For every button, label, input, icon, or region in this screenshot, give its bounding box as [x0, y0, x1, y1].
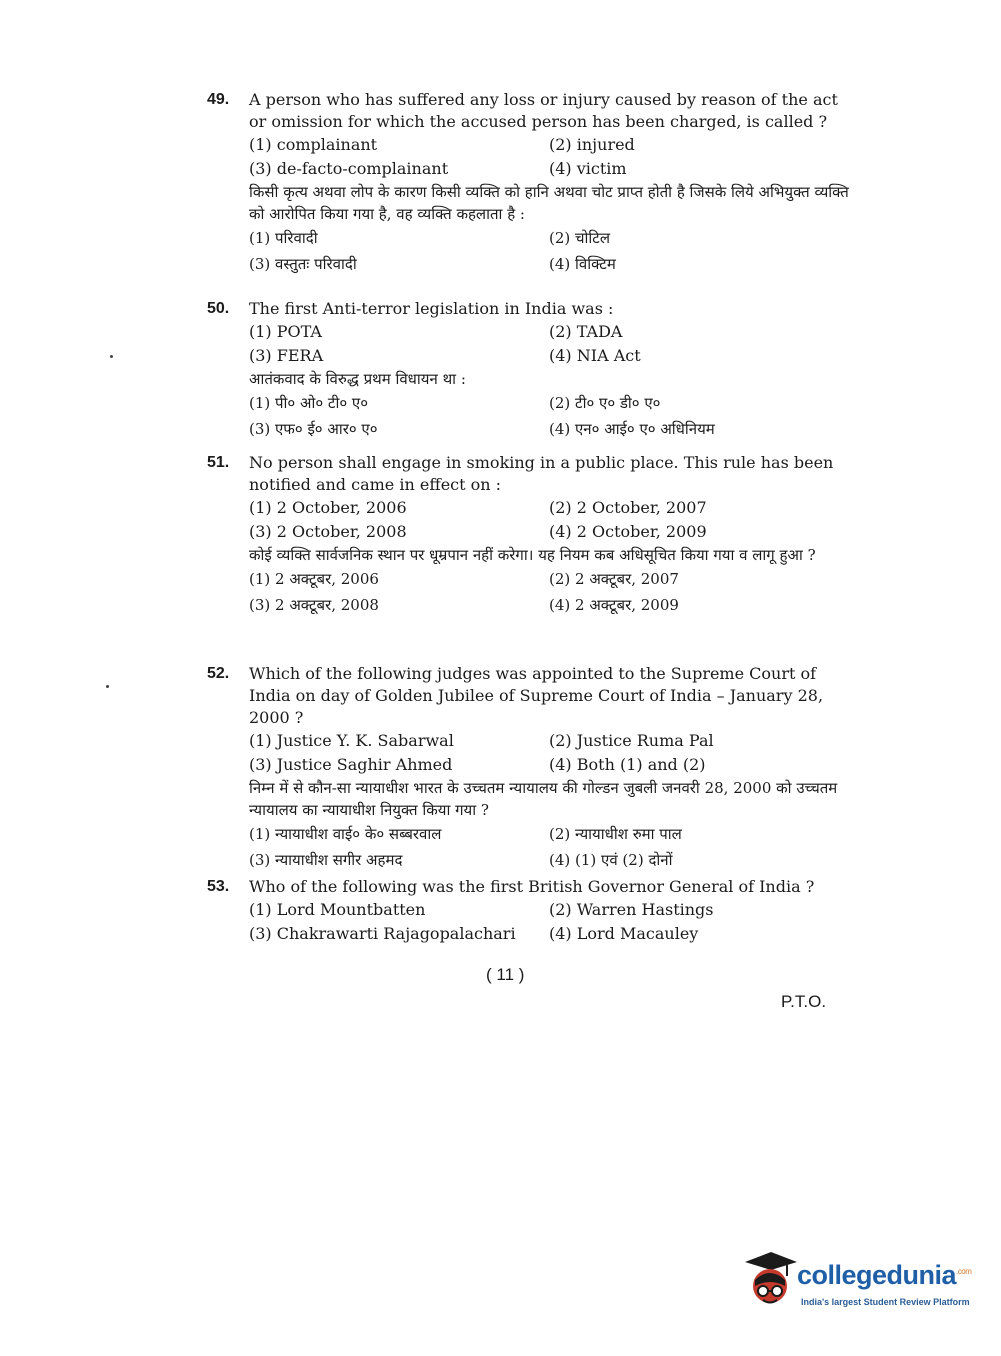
question-text-hi: आतंकवाद के विरुद्ध प्रथम विधायन था : — [249, 370, 466, 388]
mascot-icon — [741, 1250, 799, 1312]
option: (2) TADA — [549, 322, 623, 341]
pto-label: P.T.O. — [781, 992, 827, 1011]
option: (4) 2 अक्टूबर, 2009 — [549, 596, 679, 614]
option: (3) 2 October, 2008 — [249, 522, 407, 541]
options-en — [249, 496, 852, 544]
option: (4) Lord Macauley — [549, 924, 699, 943]
page-number: ( 11 ) — [486, 965, 525, 984]
question-text-hi: किसी कृत्य अथवा लोप के कारण किसी व्यक्ति को हानि अथवा चोट प्राप्त होती है जिसके लिये अभियुक्त व्यक्ति को आरोपित किया गया है, वह व्यक्ति कहलाता है : — [249, 183, 849, 223]
options-en — [249, 729, 852, 777]
option: (3) वस्तुतः परिवादी — [249, 255, 357, 273]
option: (2) 2 October, 2007 — [549, 498, 707, 517]
logo-wordmark — [797, 1260, 971, 1291]
option: (2) injured — [549, 135, 635, 154]
option: (3) 2 अक्टूबर, 2008 — [249, 596, 379, 614]
question-52 — [207, 663, 852, 873]
option: (1) 2 October, 2006 — [249, 498, 407, 517]
question-text-en: Which of the following judges was appointed to the Supreme Court of India on day of Golden Jubilee of Supreme Court of India – January 28, 2000 ? — [249, 664, 824, 727]
option: (3) de-facto-complainant — [249, 159, 449, 178]
option: (3) एफ० ई० आर० ए० — [249, 420, 378, 438]
question-text-en: A person who has suffered any loss or injury caused by reason of the act or omission for which the accused person has been charged, is called ? — [249, 90, 838, 131]
question-text-hi: निम्न में से कौन-सा न्यायाधीश भारत के उच्चतम न्यायालय की गोल्डन जुबली जनवरी 28, 2000 को उच्चतम न्यायालय का न्यायाधीश नियुक्त किया गया ? — [249, 779, 838, 819]
question-50 — [207, 298, 852, 442]
question-number: 50. — [207, 300, 230, 317]
option: (1) पी० ओ० टी० ए० — [249, 394, 369, 412]
option: (1) न्यायाधीश वाई० के० सब्बरवाल — [249, 825, 442, 843]
option: (3) Justice Saghir Ahmed — [249, 755, 453, 774]
option: (3) FERA — [249, 346, 324, 365]
option: (4) Both (1) and (2) — [549, 755, 706, 774]
options-en — [249, 898, 852, 946]
options-en — [249, 133, 852, 181]
question-text-en: No person shall engage in smoking in a public place. This rule has been notified and came in effect on : — [249, 453, 834, 494]
question-number: 52. — [207, 665, 230, 682]
logo-tagline: India's largest Student Review Platform — [801, 1297, 970, 1307]
scan-speck — [110, 355, 113, 358]
option: (1) complainant — [249, 135, 378, 154]
option: (1) Justice Y. K. Sabarwal — [249, 731, 454, 750]
question-text-hi: कोई व्यक्ति सार्वजनिक स्थान पर धूम्रपान नहीं करेगा। यह नियम कब अधिसूचित किया गया व लागू हुआ ? — [249, 546, 816, 564]
options-hi — [249, 821, 852, 873]
option: (1) 2 अक्टूबर, 2006 — [249, 570, 379, 588]
option: (1) POTA — [249, 322, 322, 341]
options-hi — [249, 225, 852, 277]
option: (1) Lord Mountbatten — [249, 900, 426, 919]
option: (2) Warren Hastings — [549, 900, 714, 919]
option: (2) टी० ए० डी० ए० — [549, 394, 661, 412]
options-en — [249, 320, 852, 368]
option: (1) परिवादी — [249, 229, 318, 247]
option: (2) 2 अक्टूबर, 2007 — [549, 570, 679, 588]
option: (3) Chakrawarti Rajagopalachari — [249, 924, 516, 943]
logo-name: collegedunia — [797, 1260, 957, 1290]
question-51 — [207, 452, 852, 618]
question-text-en: Who of the following was the first British Governor General of India ? — [249, 877, 815, 896]
option: (4) विक्टिम — [549, 255, 616, 273]
logo-suffix: .com — [956, 1267, 972, 1276]
option: (2) Justice Ruma Pal — [549, 731, 714, 750]
options-hi — [249, 390, 852, 442]
question-text-en: The first Anti-terror legislation in India was : — [249, 299, 614, 318]
question-number: 49. — [207, 91, 230, 108]
scan-speck — [106, 685, 109, 688]
option: (4) 2 October, 2009 — [549, 522, 707, 541]
collegedunia-logo — [741, 1248, 971, 1328]
option: (2) चोटिल — [549, 229, 611, 247]
options-hi — [249, 566, 852, 618]
option: (4) NIA Act — [549, 346, 641, 365]
question-number: 51. — [207, 454, 230, 471]
option: (2) न्यायाधीश रुमा पाल — [549, 825, 682, 843]
question-49 — [207, 89, 852, 277]
option: (4) एन० आई० ए० अधिनियम — [549, 420, 715, 438]
option: (3) न्यायाधीश सगीर अहमद — [249, 851, 403, 869]
option: (4) victim — [549, 159, 627, 178]
option: (4) (1) एवं (2) दोनों — [549, 851, 673, 869]
question-53 — [207, 876, 852, 946]
question-number: 53. — [207, 878, 230, 895]
